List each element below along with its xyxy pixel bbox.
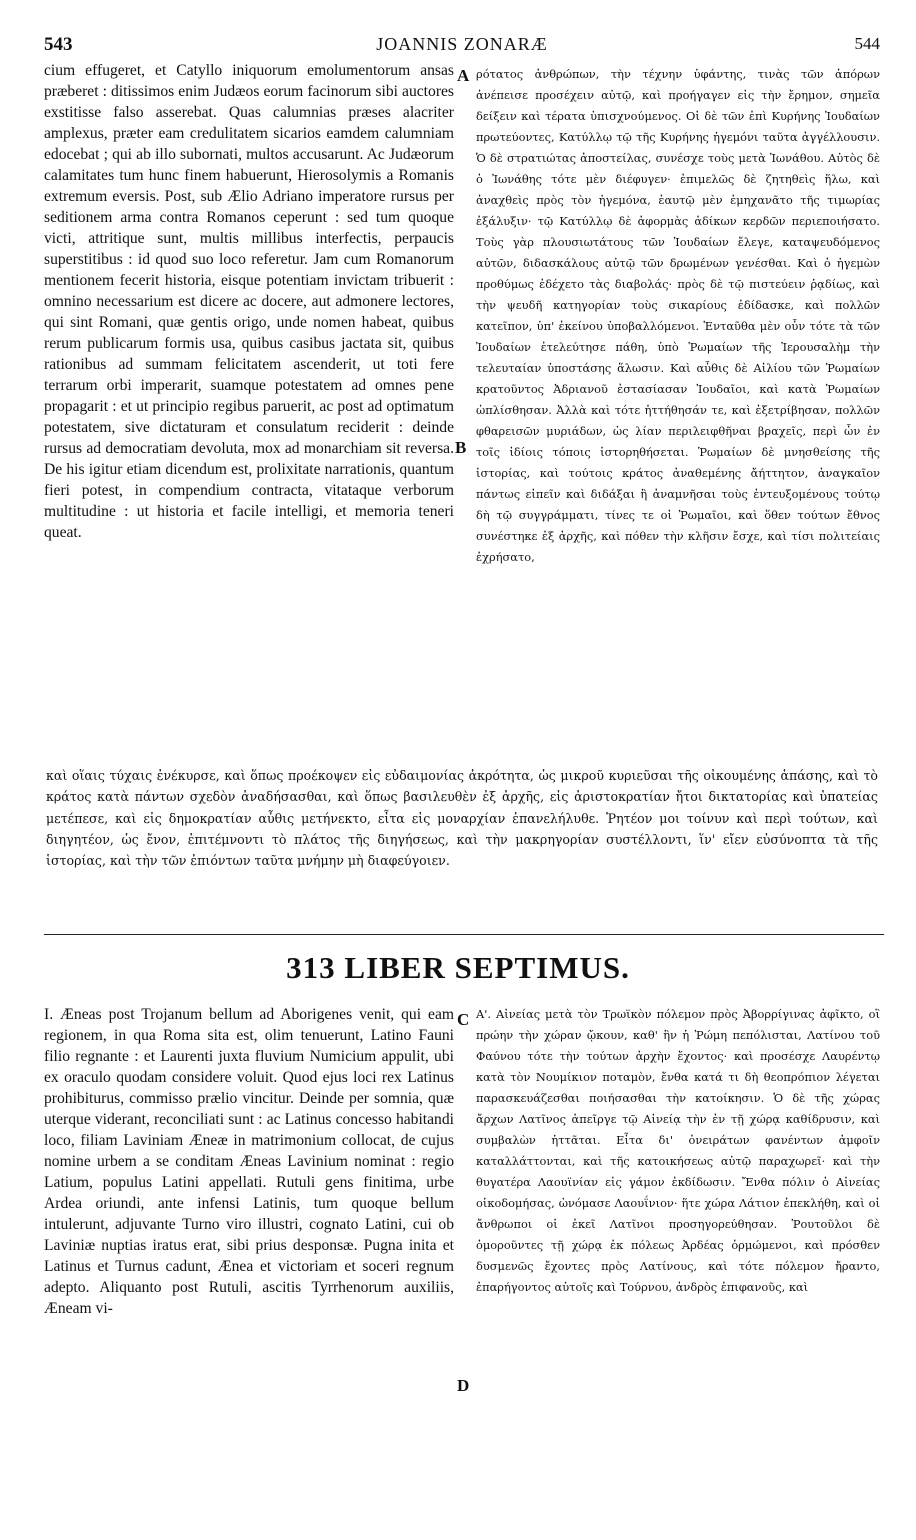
greek-paragraph-bottom: Α'. Αἰνείας μετὰ τὸν Τρωϊκὸν πόλεμον πρὸς Ἀβορρίγινας ἀφῖκτο, οἳ πρώην τὴν χώραν ᾤκουν, καθ' ἣν ἡ Ῥώμη πεπόλισται, Λατίνου τοῦ Φαύνου τότε τὴν τούτων ἀρχὴν ἔχοντος· καὶ προσέσχε Λαυρέντῳ κατὰ τὸν Νουμίκιον ποταμὸν, ἔνθα κατά τι δὴ θεοπρόπιον λέγεται παρασκευάζεσθαι ποιήσασθαι τὴν κατοίκησιν. Ὁ δὲ τῆς χώρας ἄρχων Λατῖνος ἀπεῖργε τῷ Αἰνείᾳ τὴν ἐν τῇ χώρᾳ καθίδρυσιν, καὶ συμβαλὼν ἡττᾶται. Εἶτα δι' ὀνειράτων φανέντων ἀμφοῖν καταλλάττονται, καὶ τῆς κατοικήσεως αὐτῷ παραχωρεῖ· καὶ τὴν θυγατέρα Λαουϊνίαν εἰς γάμον ἐκδίδωσιν. Ἔνθα πόλιν ὁ Αἰνείας οἰκοδομήσας, ὠνόμασε Λαουΐνιον· ἥτε χώρα Λάτιον ἐπεκλήθη, καὶ οἱ ἄνθρωποι οἱ ἐκεῖ Λατῖνοι προσηγορεύθησαν. Ῥουτοῦλοι δὲ ὁμοροῦντες τῇ χώρᾳ ἐκ πόλεως Ἀρδέας ὁρμώμενοι, καὶ πρόσθεν δυσμενῶς ἔχοντες πρὸς Λατίνους, καὶ τότε πόλεμον ἤραντο, ἐπαρήγοντος αὐτοῖς καὶ Τούρνου, ἀνδρὸς ἐπιφανοῦς, καὶ xyxy=(476,1007,880,1294)
margin-marker-c: C xyxy=(457,1010,470,1029)
greek-column-top xyxy=(476,64,880,764)
page-number-right: 544 xyxy=(854,34,880,53)
section-divider-rule xyxy=(44,934,884,935)
greek-paragraph-top: ρότατος ἀνθρώπων, τὴν τέχνην ὑφάντης, τινὰς τῶν ἀπόρων ἀνέπεισε προσέχειν αὐτῷ, καὶ προήγαγεν εἰς τὴν ἔρημον, σημεῖα δείξειν καὶ τέρατα ὑπισχνούμενος. Οἱ δὲ τῶν ἐπὶ Κυρήνης Ἰουδαίων πρωτεύοντες, Κατύλλῳ τῷ τῆς Κυρήνης ἡγεμόνι ταῦτα ἀγγέλλουσιν. Ὁ δὲ στρατιώτας ἀποστείλας, συνέσχε τοὺς μετὰ Ἰωνάθου. Αὐτὸς δὲ ὁ Ἰωνάθης τότε μὲν διέφυγεν· ἐπιμελῶς δὲ ζητηθεὶς ἥλω, καὶ ἀναχθεὶς πρὸς τὸν ἡγεμόνα, ἑαυτῷ μὲν ἐμηχανᾶτο τῆς τιμωρίας ἐξάλυξιν· τῷ Κατύλλῳ δὲ ἀφορμὰς ἀδίκων κερδῶν περιεποιήσατο. Τοὺς γὰρ πλουσιωτάτους τῶν Ἰουδαίων ἔλεγε, καταψευδόμενος αὐτῶν, διδασκάλους αὐτῷ τῶν δρωμένων γενέσθαι. Καὶ ὁ ἡγεμὼν προθύμως ἐδέχετο τὰς διαβολάς· πρὸς δὲ τῷ πιστεύειν ῥᾳδίως, καὶ τὴν ψευδῆ κατηγορίαν τοὺς σικαρίους ἐδίδασκε, καὶ πολλῶν κατεῖπον, ὑπ' ἐκείνου ὑποβαλλόμενοι. Ἐνταῦθα μὲν οὖν τότε τὰ τῶν Ἰουδαίων ἐτελεύτησε πάθη, ὑπὸ Ῥωμαίων τῆς Ἱερουσαλὴμ τὴν τελευταίαν ὑποστάσης ἅλωσιν. Καὶ αὖθις δὲ Αἰλίου τῶν Ῥωμαίων κρατοῦντος Ἀδριανοῦ ἐστασίασαν Ἰουδαῖοι, καὶ κατὰ Ῥωμαίων ὡπλίσθησαν. Ἀλλὰ καὶ τότε ἡττήθησάν τε, καὶ ἐξετρίβησαν, πολλῶν φθαρεισῶν μυριάδων, ὡς λίαν περιλειφθῆναι βραχεῖς, περὶ ὧν ἐν τοῖς ἰδίοις τόποις ἱστορηθήσεται. Ῥωμαίων δὲ μνησθείσης τῆς ἱστορίας, καὶ τούτοις κράτος ἀναθεμένης ἄήττητον, ἀναγκαῖον πάντως εἰπεῖν καὶ διδάξαι ἢ ἀναμνῆσαι τοὺς ἐντευξομένους τούτῳ δὴ τῷ συγγράμματι, τίνες τε οἱ Ῥωμαῖοι, καὶ ὅθεν τούτων ἔθνος συνέστηκε ἐξ ἀρχῆς, καὶ πόθεν τὴν κλῆσιν ἔσχε, καὶ τίσι πολιτείαις ἐχρήσατο, xyxy=(476,67,880,564)
latin-paragraph-top: cium effugeret, et Catyllo iniquorum emolumentorum ansas præberet : ditissimos enim Judæos eorum facinorum sibi auctores exstitisse falso asserebat. Quas calumnias præses alacriter amplexus, præter eam credulitatem sicarios eamdem calumniam edocebat ; qui ab illo subornati, multos accusarunt. Ac Judæorum calamitates tum hunc finem habuerunt, Hierosolymis a Romanis extremum eversis. Post, sub Ælio Adriano imperatore rursus per seditionem arma contra Romanos ceperunt : sed tum quoque victi, attritique sunt, multis millibus interfectis, perpaucis superstitibus : id quod suo loco referetur. Jam cum Romanorum mentionem fecerit historia, eisque potentiam invictam tribuerit : omnino necessarium est dicere ac docere, aut admonere lectores, qui sint Romani, quæ gentis origo, unde nomen habeat, quibus rerum publicarum formis usa, quibus casibus jactata sit, quibus rationibus ad summam felicitatem ascenderit, ut toti fere terrarum orbi imperarit, suamque potestatem ad omnes pene propagarit : et ut principio regibus paruerit, ac post ad optimatum potestatem, sive dictaturam et consulatum reciderit : deinde rursus ad democratiam devoluta, mox ad monarchiam sit reversa. De his igitur etiam dicendum est, prolixitate narrationis, quantum fieri potest, in compendium contracta, vitataque verborum multitudine : ut historia et facile intelligi, et memoria teneri queat. xyxy=(44,62,454,541)
margin-marker-d: D xyxy=(457,1376,470,1395)
latin-column-top xyxy=(44,60,454,760)
greek-column-bottom xyxy=(476,1004,880,1444)
book-heading: 313 LIBER SEPTIMUS. xyxy=(286,950,630,985)
greek-full-width-paragraph: καὶ οἵαις τύχαις ἐνέκυρσε, καὶ ὅπως προέκοψεν εἰς εὐδαιμονίας ἀκρότητα, ὡς μικροῦ κυριεῦσαι τῆς οἰκουμένης ἁπάσης, καὶ τὸ κράτος κατὰ πάντων σχεδὸν ἀναδήσασθαι, καὶ ὅπως βασιλευθὲν ἐξ ἀρχῆς, εἰς ἀριστοκρατίαν ἤτοι δικτατορίας καὶ ὑπατείας μετέπεσε, καὶ εἰς δημοκρατίαν αὖθις μετήνεκτο, εἶτα εἰς μοναρχίαν ἐπανελήλυθε. Ῥητέον μοι τοίνυν καὶ περὶ τούτων, καὶ διηγητέον, ὡς ἔνον, ἐπιτέμνοντι τὸ πλάτος τῆς διηγήσεως, καὶ τὴν μακρηγορίαν συστέλλοντι, ἵν' εἴεν εὐσύνοπτα τὰ τῆς ἱστορίας, καὶ τὴν τῶν ἐπιόντων ταῦτα μνήμην μὴ διαφεύγοιεν. xyxy=(46,768,878,869)
margin-marker-a: A xyxy=(457,66,470,85)
running-header xyxy=(44,34,880,56)
page-number-left: 543 xyxy=(44,34,73,55)
margin-marker-b: B xyxy=(455,438,467,457)
running-title: JOANNIS ZONARÆ xyxy=(376,34,548,54)
latin-column-bottom xyxy=(44,1004,454,1444)
latin-paragraph-bottom: I. Æneas post Trojanum bellum ad Aborigenes venit, qui eam regionem, in qua Roma sita est, olim tenuerunt, Latino Fauni filio regnante : et Laurenti juxta fluvium Numicium appulit, ubi ex oraculo quodam considere voluit. Quod ejus loci rex Latinus prohibiturus, commisso prælio vincitur. Deinde per somnia, quæ uterque viderant, reconciliati sunt : ac Latinus concesso habitandi loco, filiam Laviniam Æneæ in matrimonium collocat, de cujus nomine urbem a se conditam Æneas Lavinium nominat : regio Latium, populus Latini appellati. Rutuli gens finitima, urbe Ardea oriundi, ante infensi Latinis, tum quoque bellum intulerunt, adjuvante Turno viro illustri, cognato Latini, cui ob Laviniæ nuptias iratus erat, sibi prius desponsæ. Pugna inita et Latinus et Turnus cadunt, Ænea et victoriam et soceri regnum adepto. Aliquanto post Rutuli, ascitis Tyrrhenorum auxiliis, Æneam vi- xyxy=(44,1006,454,1317)
